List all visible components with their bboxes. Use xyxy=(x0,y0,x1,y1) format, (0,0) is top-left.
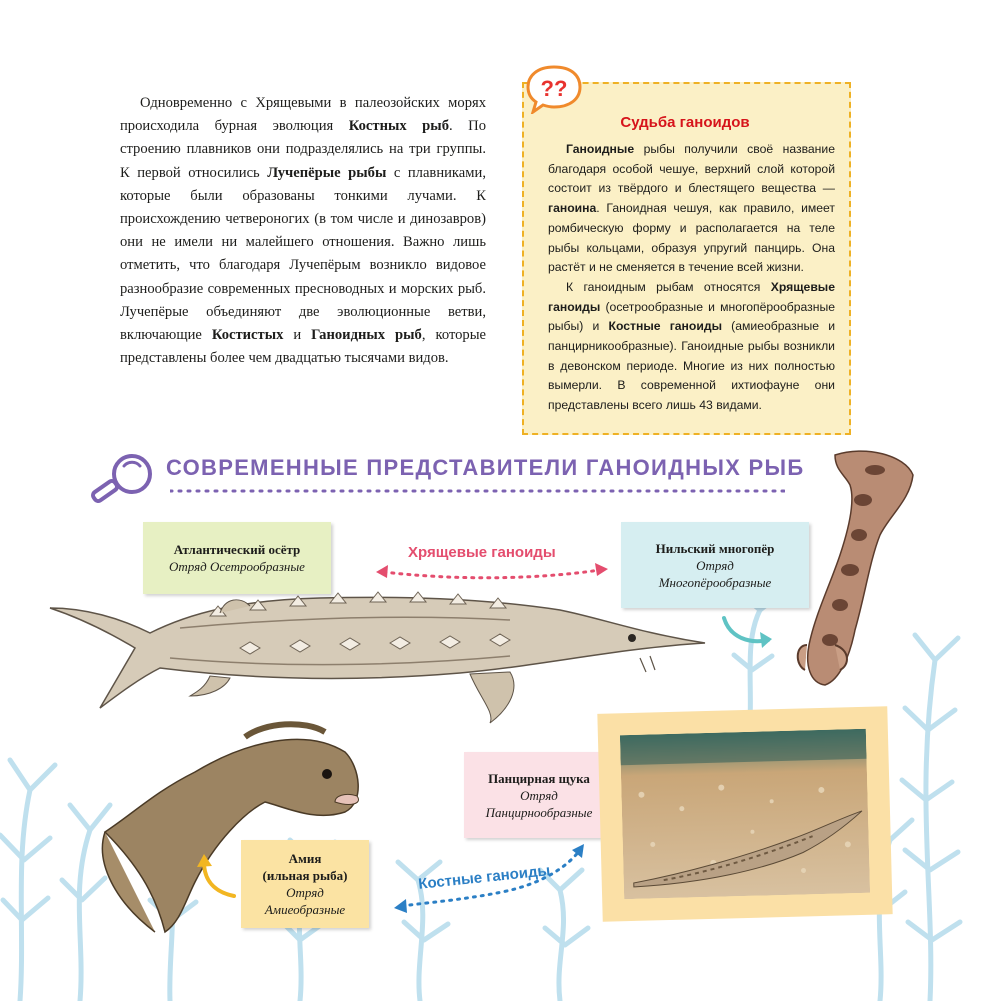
bichir-pointer-arrow xyxy=(720,612,778,652)
info-body xyxy=(548,140,835,416)
main-text xyxy=(120,92,486,370)
sturgeon-name: Атлантический осётр xyxy=(173,542,301,557)
main-text-run: . По строению плавников они подразделялись на три группы. К первой относились xyxy=(120,118,486,181)
badge-text: ?? xyxy=(540,76,568,101)
main-text-run: Костистых xyxy=(211,327,284,344)
info-paragraph-1 xyxy=(548,140,835,278)
bony-label: Костные ганоиды xyxy=(417,862,552,893)
info-text-run: рыбы получили своё название благодаря особой чешуе, верхний слой которой состоит из твёрдого и блестящего вещества — xyxy=(548,142,835,196)
gar-order: Панцирнообразные xyxy=(485,804,593,820)
main-text-run: с плавниками, которые были образованы тонкими лучами. К происхождению четвероногих (в том числе и динозавров) они не имели ни малейшего отношения. Важно лишь отметить, что благодаря Лучепёрым возникло видовое разнообразие современных пресноводных и морских рыб. Лучепёрые объединяют две эволюционные ветви, включающие xyxy=(120,164,486,344)
info-paragraph-2 xyxy=(548,278,835,416)
label-gar xyxy=(464,752,614,838)
info-text-run: (амиеобразные и панцирникообразные). Ганоидные рыбы возникли в девонском периоде. Многие из них полностью вымерли. В современной ихтиофауне они представлены всего лишь 43 видами. xyxy=(548,319,835,413)
question-bubble-icon xyxy=(525,64,583,114)
info-title: Судьба ганоидов xyxy=(620,114,750,131)
bichir-order-word: Отряд xyxy=(696,557,734,573)
gar-name: Панцирная щука xyxy=(488,770,590,786)
info-text-run: . Ганоидная чешуя, как правило, имеет ромбическую форму и располагается на теле рыбы кольцами, образуя упругий панцирь. Она растёт и не сменяется в течение всей жизни. xyxy=(548,201,835,275)
main-text-run: Одновременно с Хрящевыми в палеозойских морях происходила бурная эволюция xyxy=(120,95,486,135)
gar-order-word: Отряд xyxy=(520,787,558,803)
main-text-run: , которые представлены более чем двадцатью тысячами видов. xyxy=(120,327,487,367)
label-bichir xyxy=(621,522,809,608)
label-sturgeon xyxy=(143,522,331,594)
cartilaginous-arrow xyxy=(372,558,612,584)
info-text-run: Хрящевые ганоиды xyxy=(548,279,835,314)
amia-order: Амиеобразные xyxy=(264,902,346,917)
sturgeon-order: Отряд Осетрообразные xyxy=(169,559,305,574)
magnifier-icon xyxy=(88,450,158,506)
info-text-run: К ганоидным рыбам относятся xyxy=(566,279,771,294)
heading-underline xyxy=(170,488,785,494)
gar-photo-stamp xyxy=(597,706,892,922)
main-text-run: Костных рыб xyxy=(348,118,449,135)
info-text-run: Костные ганоиды xyxy=(608,319,722,334)
bichir-illustration xyxy=(795,445,925,690)
bichir-name: Нильский многопёр xyxy=(655,540,775,556)
label-amia xyxy=(241,840,369,928)
cartilaginous-label: Хрящевые ганоиды xyxy=(408,544,556,561)
amia-name: Амия xyxy=(288,851,322,866)
gar-photo xyxy=(620,729,870,899)
amia-order-word: Отряд xyxy=(286,885,324,900)
info-text-run: Ганоидные xyxy=(566,142,635,156)
main-text-run: и xyxy=(283,327,312,344)
bichir-order: Многопёрообразные xyxy=(658,574,772,590)
main-text-run: Ганоидных рыб xyxy=(311,327,422,344)
info-text-run: (осетрообразные и многопёрообразные рыбы) и xyxy=(548,299,835,334)
info-text-run: ганоина xyxy=(548,201,597,216)
amia-pointer-arrow xyxy=(196,852,240,902)
sturgeon-illustration xyxy=(40,588,720,728)
main-text-run: Лучепёрые рыбы xyxy=(267,164,387,181)
amia-name-2: (ильная рыба) xyxy=(262,868,348,883)
section-heading: СОВРЕМЕННЫЕ ПРЕДСТАВИТЕЛИ ГАНОИДНЫХ РЫБ xyxy=(166,455,805,480)
main-paragraph xyxy=(120,92,486,370)
